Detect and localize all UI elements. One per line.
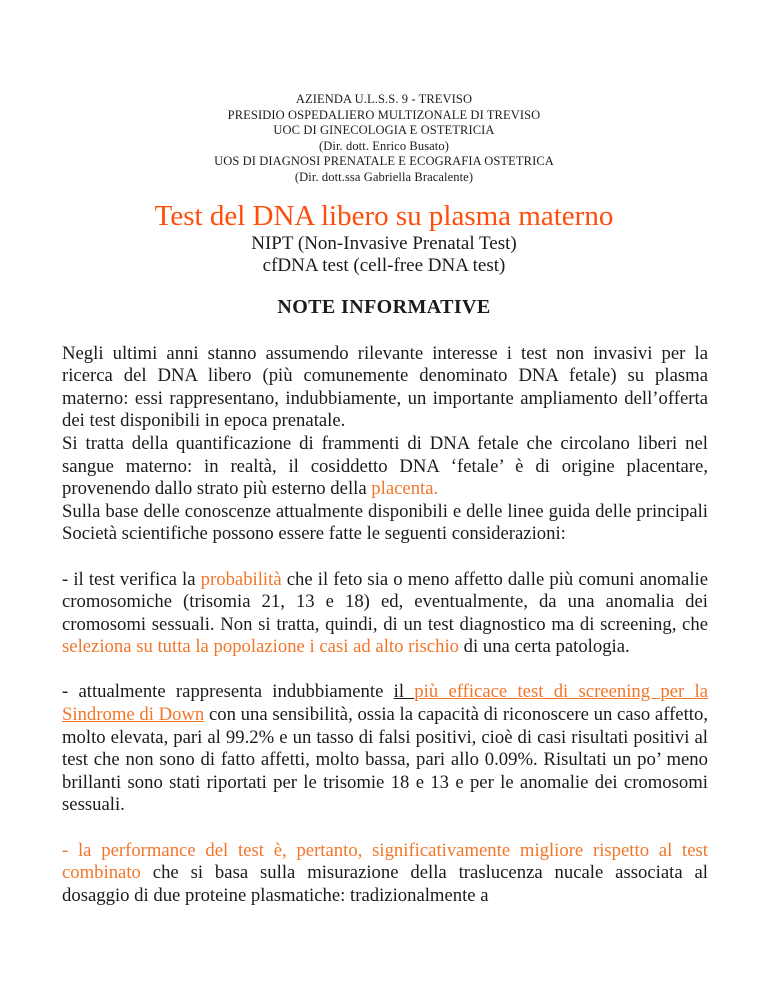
paragraph (62, 501, 708, 546)
document-title: Test del DNA libero su plasma materno (154, 199, 614, 232)
letterhead (0, 0, 768, 186)
text-run-o: placenta. (371, 478, 439, 500)
letterhead-line: (Dir. dott.ssa Gabriella Bracalente) (294, 169, 474, 184)
text-run-ou: più efficace test di screening per la Sindrome di Down (62, 681, 708, 726)
text-run-n: - attualmente rappresenta indubbiamente (62, 681, 394, 703)
text-run-n: che si basa sulla misurazione della traslucenza nucale associata al dosaggio di due proteine plasmatiche: tradizionalmente a (62, 862, 708, 906)
text-run-n: con una sensibilità, ossia la capacità di riconoscere un caso affetto, molto elevata, pari al 99.2% e un tasso di falsi positivi, cioè di casi risultati positivi al test che non sono di fatto affetti, molto bassa, pari allo 0.09%. Risultati un po’ meno brillanti sono stati riportati per le trisomie 18 e 13 e per le anomalie dei cromosomi sessuali. (62, 704, 709, 816)
paragraph (62, 681, 708, 817)
text-run-n: che il feto sia o meno affetto dalle più comuni anomalie cromosomiche (trisomia 21, 13 e 18) ed, eventualmente, da una anomalia dei cromosomi sessuali. Non si tratta, quindi, di un test diagnostico ma di screening, che (62, 568, 708, 635)
text-run-n: Negli ultimi anni stanno assumendo rilevante interesse i test non invasivi per la ricerca del DNA libero (più comunemente denominato DNA fetale) su plasma materno: essi rappresentano, indubbiamente, un importante ampliamento dell’offerta dei test disponibili in epoca prenatale. (62, 342, 708, 432)
paragraph (62, 433, 708, 501)
section-heading: NOTE INFORMATIVE (277, 295, 491, 318)
letterhead-line: PRESIDIO OSPEDALIERO MULTIZONALE DI TREVISO (227, 107, 541, 122)
document-body (62, 343, 708, 908)
text-run-o: seleziona su tutta la popolazione i casi ad alto rischio (62, 636, 459, 658)
letterhead-line: UOS DI DIAGNOSI PRENATALE E ECOGRAFIA OSTETRICA (214, 154, 554, 169)
letterhead-line: UOC DI GINECOLOGIA E OSTETRICIA (273, 123, 495, 138)
paragraph (62, 569, 708, 659)
subtitle-cfdna: cfDNA test (cell-free DNA test) (262, 255, 506, 277)
text-run-o: - la performance del test è, pertanto, significativamente migliore rispetto al test combinato (62, 839, 708, 884)
text-run-n: Si tratta della quantificazione di frammenti di DNA fetale che circolano liberi nel sangue materno: in realtà, il cosiddetto DNA ‘fetale’ è di origine placentare, provenendo dallo strato più esterno della (62, 432, 708, 500)
text-run-bu: il (393, 681, 415, 703)
letterhead-line: (Dir. dott. Enrico Busato) (318, 138, 449, 153)
subtitle-nipt: NIPT (Non-Invasive Prenatal Test) (251, 232, 517, 254)
text-run-o: probabilità (200, 568, 282, 590)
text-run-n: di una certa patologia. (458, 636, 630, 658)
paragraph (62, 343, 708, 433)
paragraph (62, 840, 708, 908)
text-run-n: - il test verifica la (62, 568, 201, 590)
letterhead-line: AZIENDA U.L.S.S. 9 - TREVISO (295, 92, 473, 106)
text-run-n: Sulla base delle conoscenze attualmente disponibili e delle linee guida delle principali Società scientifiche possono essere fatte le seguenti considerazioni: (62, 500, 708, 545)
